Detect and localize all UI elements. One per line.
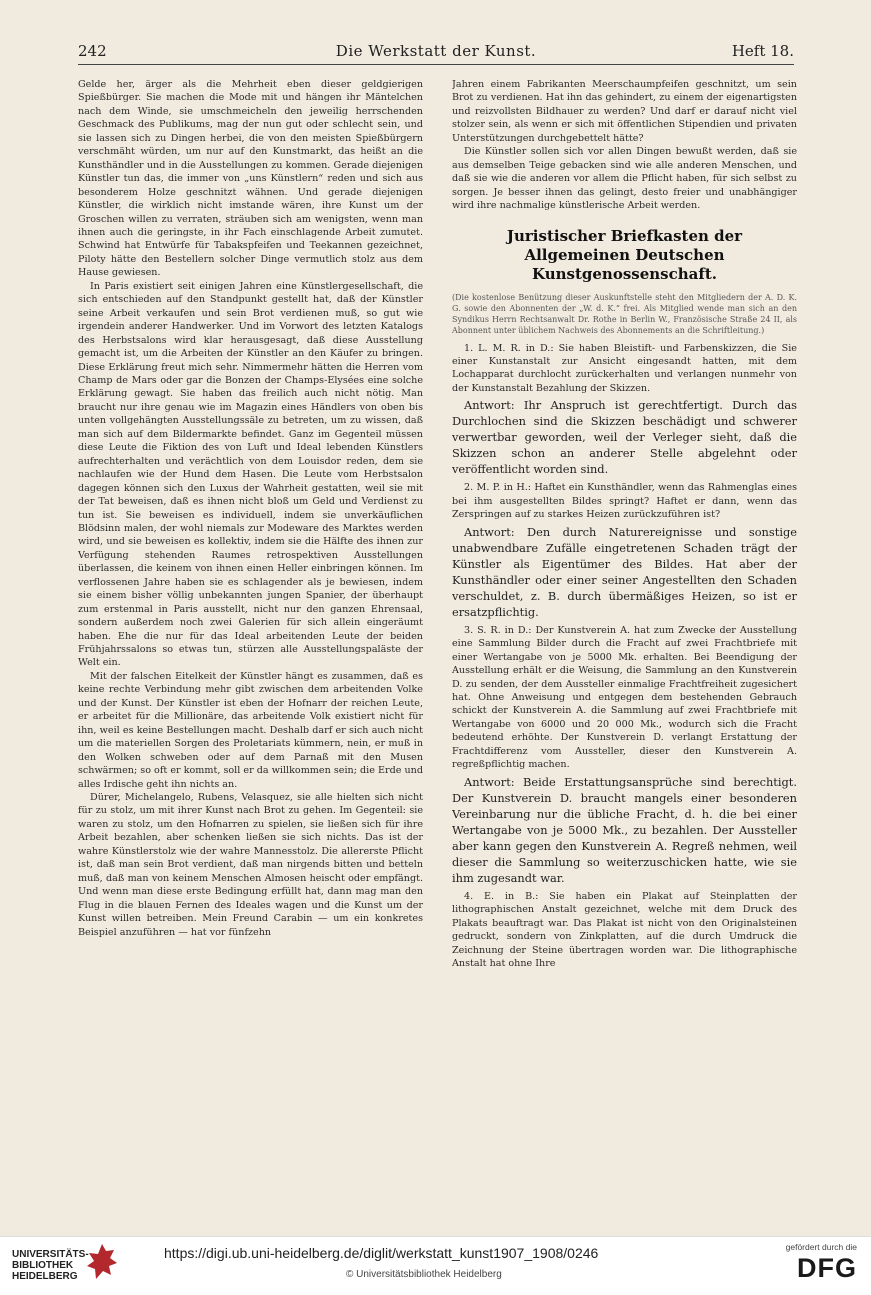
dfg-logo[interactable]: DFG — [797, 1253, 857, 1283]
answer: Antwort: Ihr Anspruch ist gerechtfertigt. Durch das Durchlochen sind die Skizzen beschädigt und schwerer verwertbar geworden, weil der Verleger sieht, daß die Skizzen schon an anderer Stelle abgelehnt oder veröffentlicht worden sind. — [452, 398, 797, 477]
paragraph: Dürer, Michelangelo, Rubens, Velasquez, sie alle hielten sich nicht für zu stolz, um mit ihrer Kunst nach Brot zu gehen. Im Gegenteil: sie waren zu stolz, um den Hofnarren zu spielen, sie ließen sich für ihre Arbeit bezahlen, aber schenken ließen sie sich nichts. Das ist der wahre Künstlerstolz wie der wahre Mannesstolz. Die allererste Pflicht ist, daß man sein Brot verdient, daß man nirgends bitten und betteln muß, daß man von keinem Menschen Almosen heischt oder empfängt. Und wenn man diese erste Bedingung erfüllt hat, dann mag man den Flug in die blauen Fernen des Ideales wagen und die Kunst um der Kunst willen betreiben. Mein Freund Carabin — um ein konkretes Beispiel anzuführen — hat vor fünfzehn — [78, 792, 423, 938]
section-heading: Juristischer Briefkasten der Allgemeinen Deutschen Kunstgenossenschaft. — [506, 226, 743, 283]
paragraph: Die Künstler sollen sich vor allen Dingen bewußt werden, daß sie aus demselben Teige gebacken sind wie alle anderen Menschen, und daß sie wie die anderen vor allem die Pflicht haben, für sich selbst zu sorgen. Je besser ihnen das gelingt, desto freier und unabhängiger wird ihre nachmalige künstlerische Arbeit werden. — [452, 146, 797, 212]
question: 3. S. R. in D.: Der Kunstverein A. hat zum Zwecke der Ausstellung eine Sammlung Bilder durch die Fracht auf zwei Frachtbriefe mit einer Wertangabe von je 5000 Mk. erhalten. Bei Beendigung der Ausstellung erhält er die Weisung, die Sammlung an den Kunstverein D. zu senden, der dem Aussteller einmalige Frachtfreiheit zugesichert hat. Ohne Anweisung und entgegen dem bestehenden Gebrauch schickt der Kunstverein A. die Sammlung auf zwei Frachtbriefe mit Wertangabe von 6000 und 20 000 Mk., wodurch sich die Fracht bedeutend erhöhte. Der Kunstverein D. verlangt Erstattung der Frachtdifferenz vom Aussteller, dieser den Kunstverein A. regreßpflichtig machen. — [452, 624, 797, 771]
copyright-text: © Universitätsbibliothek Heidelberg — [346, 1269, 502, 1280]
right-column — [452, 78, 797, 1216]
question: 4. E. in B.: Sie haben ein Plakat auf Steinplatten der lithographischen Anstalt gezeichnet, welche mit dem Druck des Plakats beauftragt war. Das Plakat ist nicht von den Originalsteinen gedruckt, sondern von Zinkplatten, auf die durch Umdruck die Zeichnung der Steine übertragen worden war. Die lithographische Anstalt hat ohne Ihre — [452, 890, 797, 969]
library-logo[interactable]: UNIVERSITÄTS- BIBLIOTHEK HEIDELBERG — [12, 1249, 89, 1282]
paragraph: In Paris existiert seit einigen Jahren eine Künstlergesellschaft, die sich entschieden auf den Standpunkt gestellt hat, daß der Künstler seine Arbeit verkaufen und sein Brot verdienen muß, so gut wie irgendein anderer Handwerker. Und im Vorwort des letzten Katalogs des Herbstsalons wird klar herausgesagt, daß diese Ausstellung gemacht ist, um die Arbeiten der Künstler an den Käufer zu bringen. Diese Erklärung freut mich sehr. Nimmermehr hätten die Herren vom Champ de Mars oder gar die Bonzen der Champs-Elysées eine solche Erklärung gewagt. Sie haben das freilich auch nicht nötig. Man braucht nur ihre genau wie im Magazin eines Händlers von oben bis unten vollgehängten Ausstellungssäle zu betreten, um zu wissen, daß man sich auf dem Bildermarkte befindet. Ganz im Gegenteil müssen diese Leute die Fiktion des von Luft und Ideal lebenden Künstlers aufrechterhalten und verächtlich von dem Louisdor reden, dem sie nachlaufen wie der Hund dem Hasen. Die Leute vom Herbstsalon dagegen können sich den Luxus der Wahrheit gestatten, weil sie mit der Tat beweisen, daß es ihnen nicht bloß um Geld und Verdienst zu tun ist. Sie beweisen es individuell, indem sie unverkäuflichen Blödsinn malen, der wohl niemals zur Modeware des Marktes werden wird, und sie beweisen es kollektiv, indem sie die Hälfte des ihnen zur Verfügung stehenden Raumes retrospektiven Ausstellungen überlassen, die keinem von ihnen einen Heller einbringen können. Im verflossenen Jahre haben sie es schlagender als je bewiesen, indem sie einem bisher völlig unbekannten jungen Spanier, der überhaupt zum erstenmal in Paris ausstellt, nicht nur den ganzen Ehrensaal, sondern außerdem noch zwei Galerien für sich allein eingeräumt haben. Ehe die nur für das Ideal arbeitenden Leute der beiden Frühjahrssalons so etwas tun, stürzen alle Ausstellungspaläste der Welt ein. — [78, 280, 423, 669]
paragraph: Jahren einem Fabrikanten Meerschaumpfeifen geschnitzt, um sein Brot zu verdienen. Hat ihn das gehindert, zu einem der eigenartigsten und reizvollsten Bildhauer zu werden? Und darf er darauf nicht viel stolzer sein, als wenn er sich mit öffentlichen Stipendien und privaten Unterstützungen durchgebettelt hätte? — [452, 79, 797, 144]
running-header — [78, 42, 794, 64]
header-rule — [78, 64, 794, 65]
viewer-footer — [0, 1236, 871, 1295]
usage-note: (Die kostenlose Benützung dieser Auskunftstelle steht den Mitgliedern der A. D. K. G. sowie den Abonnenten der „W. d. K.“ frei. Als Mitglied wende man sich an den Syndikus Herrn Rechtsanwalt Dr. Rothe in Berlin W., Französische Straße 24 II, als Abonnent unter üblichem Nachweis des Abonnements an die Schriftleitung.) — [452, 292, 797, 335]
journal-title: Die Werkstatt der Kunst. — [335, 42, 537, 60]
paragraph: Mit der falschen Eitelkeit der Künstler hängt es zusammen, daß es keine rechte Verbindung mehr gibt zwischen dem arbeitenden Volke und der Kunst. Der Künstler ist eben der Hofnarr der reichen Leute, er arbeitet für die Millionäre, das arbeitende Volk existiert nicht für ihn, weil es keine Bestellungen macht. Deshalb darf er sich auch nicht um die materiellen Sorgen des Proletariats kümmern, nein, er muß in den Wolken schweben oder auf dem Parnaß mit den Musen schwärmen; so oft er kommt, soll er da willkommen sein; die Erde und alles Irdische geht ihn nichts an. — [78, 670, 423, 790]
question: 1. L. M. R. in D.: Sie haben Bleistift- und Farbenskizzen, die Sie einer Kunstanstalt zur Ansicht eingesandt hatten, mit dem Lochapparat durchlocht zurückerhalten und verlangen nunmehr von der Kunstanstalt Bezahlung der Skizzen. — [452, 342, 797, 394]
paragraph: Gelde her, ärger als die Mehrheit eben dieser geldgierigen Spießbürger. Sie machen die Mode mit und hängen ihr Mäntelchen nach dem Winde, sie umschmeicheln den jeweilig herrschenden Geschmack des Publikums, mag der nun gut oder schlecht sein, und sie lassen sich zu Dingen herbei, die von den meisten Spießbürgern verschmäht würden, um nur auf den Kunstmarkt, das heißt an die Kunsthändler und in die Ausstellungen zu kommen. Gerade diejenigen Künstler tun das, die immer von „uns Künstlern“ reden und sich aus besonderem Holze geschnitzt wähnen. Und gerade diejenigen Künstler, die wirklich nicht imstande wären, ihre Kunst um der Groschen willen zu verraten, sträuben sich am wenigsten, wenn man ihnen auch die geringste, in ihr Fach einschlagende Arbeit zumutet. Schwind hat Entwürfe für Tabakspfeifen und Teekannen gezeichnet, Piloty hätte den Bestellern solcher Dinge vermutlich stolz aus dem Hause gewiesen. — [78, 79, 423, 279]
page-number: 242 — [78, 42, 107, 60]
answer: Antwort: Beide Erstattungsansprüche sind berechtigt. Der Kunstverein D. braucht mangels einer besonderen Vereinbarung nur die übliche Fracht, d. h. die bei einer Wertangabe von je 5000 Mk., zu bezahlen. Der Aussteller aber kann gegen den Kunstverein A. Regreß nehmen, weil dieser die Sammlung so weiterzuschicken hatte, wie sie ihm zugesandt war. — [452, 774, 797, 885]
library-seal-icon — [84, 1241, 120, 1285]
question: 2. M. P. in H.: Haftet ein Kunsthändler, wenn das Rahmenglas eines bei ihm ausgestellten Bildes springt? Haftet er dann, wenn das Zerspringen auf zu starkes Heizen zurückzuführen ist? — [452, 482, 797, 521]
left-column — [78, 78, 423, 1216]
answer: Antwort: Den durch Naturereignisse und sonstige unabwendbare Zufälle eingetretenen Schaden trägt der Künstler als Eigentümer des Bildes. Hat aber der Kunsthändler oder einer seiner Angestellten den Schaden verschuldet, z. B. durch übermäßiges Heizen, so ist er ersatzpflichtig. — [452, 524, 797, 619]
issue-number: Heft 18. — [731, 42, 794, 60]
copyright-notice — [343, 1269, 502, 1280]
permalink-url[interactable]: https://digi.ub.uni-heidelberg.de/diglit/werkstatt_kunst1907_1908/0246 — [164, 1245, 599, 1261]
funding-note: gefördert durch die — [785, 1242, 857, 1252]
